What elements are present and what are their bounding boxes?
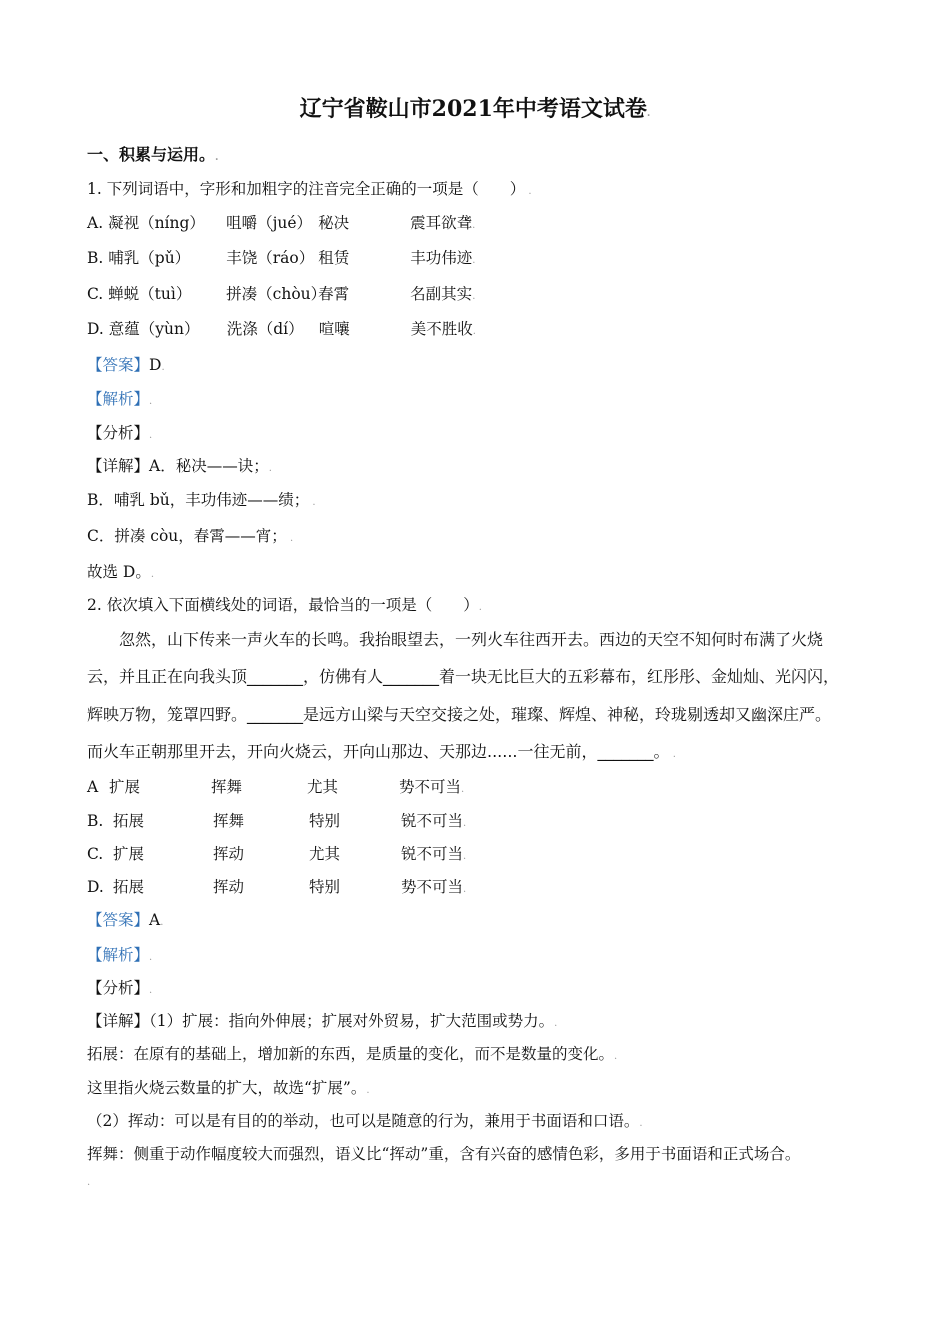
q2-detail-line: 挥舞：侧重于动作幅度较大而强烈，语义比“挥动”重，含有兴奋的感情色彩，多用于书面语和正式场合。 bbox=[87, 1145, 801, 1163]
paragraph-mark: . bbox=[87, 1177, 91, 1188]
q1-detail-line: C．拼凑 còu，春霄——宵； . bbox=[87, 527, 294, 545]
q1-option-d: D. 意蕴（yùn） 洗涤（dí） 喧嚷 美不胜收. bbox=[87, 320, 476, 338]
q1-answer: 【答案】D. bbox=[87, 356, 165, 374]
q2-fenxi: 【分析】. bbox=[87, 979, 153, 997]
q2-option-a: A 扩展 挥舞 尤其 势不可当. bbox=[87, 778, 465, 796]
q2-passage-line: 辉映万物，笼罩四野。_______是远方山梁与天空交接之处，璀璨、辉煌、神秘，玲珑剔透却又幽深庄严。 bbox=[87, 705, 832, 724]
q2-analysis: 【解析】. bbox=[87, 946, 153, 964]
q2-detail-line: （2）挥动：可以是有目的的举动，也可以是随意的行为，兼用于书面语和口语。. bbox=[87, 1112, 643, 1130]
q1-stem: 1. 下列词语中，字形和加粗字的注音完全正确的一项是（ ） . bbox=[87, 180, 532, 198]
paragraph-mark: . bbox=[646, 108, 651, 119]
q1-detail-line: B．哺乳 bǔ，丰功伟迹——绩； . bbox=[87, 491, 316, 509]
q1-fenxi: 【分析】. bbox=[87, 424, 153, 442]
q2-detail-line: 这里指火烧云数量的扩大，故选“扩展”。. bbox=[87, 1079, 370, 1097]
q1-option-c: C. 蝉蜕（tuì） 拼凑（chòu）春霄 名副其实. bbox=[87, 285, 476, 303]
q1-conclusion: 故选 D。. bbox=[87, 563, 155, 581]
q2-passage-line: 而火车正朝那里开去，开向火烧云，开向山那边、天那边......一往无前，_______。 . bbox=[87, 742, 676, 761]
page-title bbox=[0, 92, 950, 123]
q2-detail: 【详解】（1）扩展：指向外伸展；扩展对外贸易，扩大范围或势力。. bbox=[87, 1012, 558, 1030]
q2-option-b: B. 拓展 挥舞 特别 锐不可当. bbox=[87, 812, 467, 830]
section-heading: 一、积累与运用。. bbox=[87, 145, 219, 164]
q2-detail-line: 拓展：在原有的基础上，增加新的东西，是质量的变化，而不是数量的变化。. bbox=[87, 1045, 618, 1063]
q2-passage-line: 忽然，山下传来一声火车的长鸣。我抬眼望去，一列火车往西开去。西边的天空不知何时布满了火烧 bbox=[119, 630, 824, 649]
q2-passage-line: 云，并且正在向我头顶_______，仿佛有人_______着一块无比巨大的五彩幕布，红彤彤、金灿灿、光闪闪， bbox=[87, 667, 840, 686]
q1-detail: 【详解】A．秘决——诀；. bbox=[87, 457, 272, 475]
q2-stem: 2. 依次填入下面横线处的词语，最恰当的一项是（ ）. bbox=[87, 596, 482, 614]
q1-option-a: A. 凝视（níng） 咀嚼（jué） 秘决 震耳欲聋. bbox=[87, 214, 476, 232]
q1-analysis: 【解析】. bbox=[87, 390, 153, 408]
q2-answer: 【答案】A. bbox=[87, 911, 164, 929]
q2-option-d: D. 拓展 挥动 特别 势不可当. bbox=[87, 878, 467, 896]
title-text: 辽宁省鞍山市2021年中考语文试卷 bbox=[299, 96, 647, 122]
q1-option-b: B. 哺乳（pǔ） 丰饶（ráo） 租赁 丰功伟迹. bbox=[87, 249, 476, 267]
section-text: 一、积累与运用。 bbox=[87, 145, 216, 164]
q2-option-c: C. 扩展 挥动 尤其 锐不可当. bbox=[87, 845, 467, 863]
